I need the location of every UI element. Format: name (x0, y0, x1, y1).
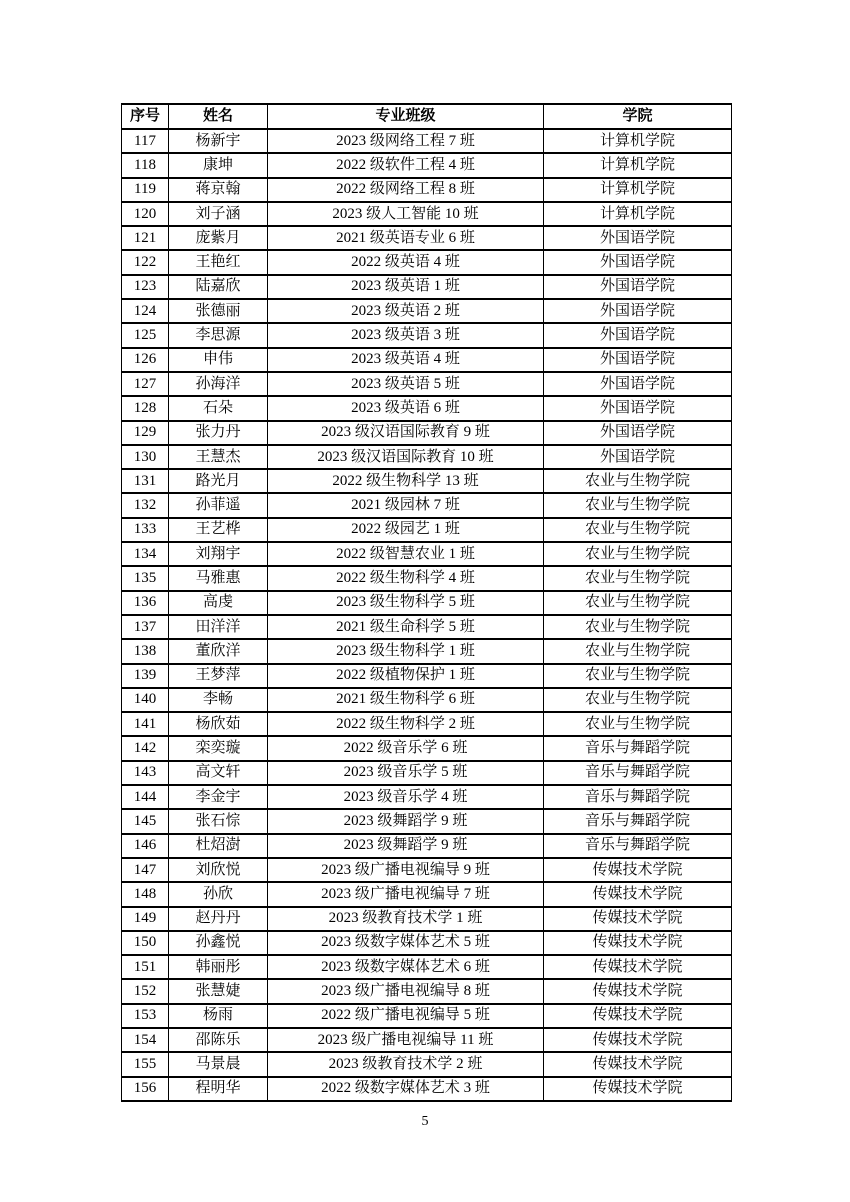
cell-name: 高虔 (169, 591, 268, 615)
cell-class: 2022 级生物科学 2 班 (268, 712, 544, 736)
cell-class: 2022 级数字媒体艺术 3 班 (268, 1077, 544, 1101)
cell-name: 刘子涵 (169, 202, 268, 226)
cell-class: 2023 级数字媒体艺术 5 班 (268, 931, 544, 955)
cell-college: 外国语学院 (544, 250, 732, 274)
table-row (122, 809, 732, 833)
table-row (122, 178, 732, 202)
cell-name: 刘翔宇 (169, 542, 268, 566)
table-row (122, 736, 732, 760)
table-row (122, 299, 732, 323)
cell-college: 传媒技术学院 (544, 1052, 732, 1076)
column-header-name: 姓名 (169, 104, 268, 129)
cell-college: 农业与生物学院 (544, 566, 732, 590)
cell-seq: 118 (122, 153, 169, 177)
cell-name: 孙鑫悦 (169, 931, 268, 955)
cell-seq: 146 (122, 834, 169, 858)
cell-name: 路光月 (169, 469, 268, 493)
cell-college: 计算机学院 (544, 153, 732, 177)
cell-name: 刘欣悦 (169, 858, 268, 882)
cell-class: 2022 级植物保护 1 班 (268, 664, 544, 688)
cell-college: 传媒技术学院 (544, 979, 732, 1003)
cell-name: 李畅 (169, 688, 268, 712)
cell-seq: 153 (122, 1004, 169, 1028)
cell-college: 农业与生物学院 (544, 542, 732, 566)
cell-seq: 129 (122, 421, 169, 445)
cell-name: 孙海洋 (169, 372, 268, 396)
cell-seq: 149 (122, 907, 169, 931)
cell-class: 2023 级舞蹈学 9 班 (268, 834, 544, 858)
table-row (122, 664, 732, 688)
table-row (122, 688, 732, 712)
cell-college: 计算机学院 (544, 129, 732, 153)
cell-name: 栾奕璇 (169, 736, 268, 760)
cell-seq: 143 (122, 761, 169, 785)
cell-seq: 147 (122, 858, 169, 882)
table-row (122, 518, 732, 542)
table-row (122, 202, 732, 226)
table-row (122, 591, 732, 615)
cell-name: 蒋京翰 (169, 178, 268, 202)
table-row (122, 372, 732, 396)
cell-name: 邵陈乐 (169, 1028, 268, 1052)
cell-college: 传媒技术学院 (544, 858, 732, 882)
cell-class: 2022 级园艺 1 班 (268, 518, 544, 542)
cell-class: 2021 级生物科学 6 班 (268, 688, 544, 712)
cell-class: 2023 级生物科学 5 班 (268, 591, 544, 615)
cell-class: 2023 级广播电视编导 9 班 (268, 858, 544, 882)
cell-class: 2023 级网络工程 7 班 (268, 129, 544, 153)
cell-class: 2023 级汉语国际教育 9 班 (268, 421, 544, 445)
cell-seq: 120 (122, 202, 169, 226)
cell-seq: 144 (122, 785, 169, 809)
cell-seq: 126 (122, 348, 169, 372)
cell-name: 孙菲遥 (169, 493, 268, 517)
cell-name: 王艳红 (169, 250, 268, 274)
cell-seq: 121 (122, 226, 169, 250)
cell-college: 农业与生物学院 (544, 518, 732, 542)
cell-seq: 130 (122, 445, 169, 469)
table-row (122, 275, 732, 299)
table-row (122, 931, 732, 955)
cell-class: 2022 级生物科学 4 班 (268, 566, 544, 590)
cell-name: 杜炤澍 (169, 834, 268, 858)
cell-seq: 134 (122, 542, 169, 566)
column-header-seq: 序号 (122, 104, 169, 129)
column-header-class: 专业班级 (268, 104, 544, 129)
cell-seq: 148 (122, 882, 169, 906)
table-row (122, 1004, 732, 1028)
cell-college: 外国语学院 (544, 275, 732, 299)
cell-college: 音乐与舞蹈学院 (544, 761, 732, 785)
cell-name: 韩丽彤 (169, 955, 268, 979)
table-row (122, 712, 732, 736)
cell-name: 张德丽 (169, 299, 268, 323)
cell-college: 外国语学院 (544, 299, 732, 323)
table-row (122, 348, 732, 372)
cell-college: 农业与生物学院 (544, 615, 732, 639)
cell-name: 马景晨 (169, 1052, 268, 1076)
cell-class: 2022 级音乐学 6 班 (268, 736, 544, 760)
table-row (122, 493, 732, 517)
table-row (122, 396, 732, 420)
cell-seq: 124 (122, 299, 169, 323)
cell-name: 孙欣 (169, 882, 268, 906)
cell-class: 2023 级英语 4 班 (268, 348, 544, 372)
cell-seq: 155 (122, 1052, 169, 1076)
cell-name: 石朵 (169, 396, 268, 420)
cell-college: 外国语学院 (544, 445, 732, 469)
cell-class: 2021 级生命科学 5 班 (268, 615, 544, 639)
cell-name: 张石悰 (169, 809, 268, 833)
table-row (122, 979, 732, 1003)
cell-college: 音乐与舞蹈学院 (544, 785, 732, 809)
cell-seq: 133 (122, 518, 169, 542)
cell-seq: 117 (122, 129, 169, 153)
cell-class: 2023 级英语 5 班 (268, 372, 544, 396)
cell-class: 2022 级英语 4 班 (268, 250, 544, 274)
cell-name: 杨欣茹 (169, 712, 268, 736)
cell-college: 传媒技术学院 (544, 931, 732, 955)
cell-college: 农业与生物学院 (544, 664, 732, 688)
cell-college: 农业与生物学院 (544, 639, 732, 663)
table-row (122, 153, 732, 177)
cell-college: 传媒技术学院 (544, 907, 732, 931)
cell-seq: 154 (122, 1028, 169, 1052)
table-row (122, 1077, 732, 1101)
cell-name: 王艺桦 (169, 518, 268, 542)
cell-college: 农业与生物学院 (544, 712, 732, 736)
cell-college: 传媒技术学院 (544, 955, 732, 979)
cell-name: 申伟 (169, 348, 268, 372)
table-row (122, 250, 732, 274)
cell-college: 外国语学院 (544, 226, 732, 250)
table-body (122, 129, 732, 1101)
cell-name: 王梦萍 (169, 664, 268, 688)
cell-name: 程明华 (169, 1077, 268, 1101)
cell-name: 张力丹 (169, 421, 268, 445)
cell-class: 2021 级英语专业 6 班 (268, 226, 544, 250)
cell-college: 传媒技术学院 (544, 882, 732, 906)
student-roster-table (121, 103, 732, 1102)
cell-name: 陆嘉欣 (169, 275, 268, 299)
table-row (122, 834, 732, 858)
column-header-college: 学院 (544, 104, 732, 129)
table-row (122, 469, 732, 493)
table-row (122, 323, 732, 347)
page-number: 5 (421, 1114, 429, 1129)
cell-college: 外国语学院 (544, 396, 732, 420)
cell-name: 马雅惠 (169, 566, 268, 590)
cell-class: 2023 级英语 1 班 (268, 275, 544, 299)
cell-seq: 127 (122, 372, 169, 396)
table-row (122, 421, 732, 445)
cell-class: 2023 级生物科学 1 班 (268, 639, 544, 663)
table-row (122, 761, 732, 785)
table-row (122, 226, 732, 250)
cell-seq: 145 (122, 809, 169, 833)
cell-name: 杨雨 (169, 1004, 268, 1028)
cell-class: 2023 级英语 2 班 (268, 299, 544, 323)
table-row (122, 1028, 732, 1052)
table-row (122, 129, 732, 153)
cell-class: 2023 级音乐学 5 班 (268, 761, 544, 785)
table-row (122, 858, 732, 882)
cell-seq: 137 (122, 615, 169, 639)
cell-class: 2022 级广播电视编导 5 班 (268, 1004, 544, 1028)
cell-name: 张慧婕 (169, 979, 268, 1003)
table-header-row (122, 104, 732, 129)
cell-seq: 139 (122, 664, 169, 688)
cell-seq: 136 (122, 591, 169, 615)
table-row (122, 639, 732, 663)
cell-seq: 135 (122, 566, 169, 590)
cell-class: 2021 级园林 7 班 (268, 493, 544, 517)
cell-name: 杨新宇 (169, 129, 268, 153)
table-row (122, 1052, 732, 1076)
cell-seq: 151 (122, 955, 169, 979)
table-row (122, 542, 732, 566)
cell-college: 外国语学院 (544, 348, 732, 372)
cell-seq: 152 (122, 979, 169, 1003)
cell-name: 董欣洋 (169, 639, 268, 663)
cell-name: 康坤 (169, 153, 268, 177)
cell-name: 田洋洋 (169, 615, 268, 639)
cell-college: 外国语学院 (544, 421, 732, 445)
cell-college: 音乐与舞蹈学院 (544, 736, 732, 760)
cell-class: 2023 级汉语国际教育 10 班 (268, 445, 544, 469)
cell-college: 传媒技术学院 (544, 1004, 732, 1028)
cell-college: 传媒技术学院 (544, 1028, 732, 1052)
cell-class: 2023 级舞蹈学 9 班 (268, 809, 544, 833)
cell-name: 李思源 (169, 323, 268, 347)
cell-class: 2022 级智慧农业 1 班 (268, 542, 544, 566)
cell-class: 2022 级网络工程 8 班 (268, 178, 544, 202)
table-row (122, 882, 732, 906)
table-row (122, 615, 732, 639)
cell-class: 2023 级数字媒体艺术 6 班 (268, 955, 544, 979)
cell-name: 赵丹丹 (169, 907, 268, 931)
cell-seq: 128 (122, 396, 169, 420)
table-row (122, 785, 732, 809)
cell-college: 外国语学院 (544, 323, 732, 347)
cell-college: 传媒技术学院 (544, 1077, 732, 1101)
cell-class: 2022 级生物科学 13 班 (268, 469, 544, 493)
cell-name: 高文轩 (169, 761, 268, 785)
cell-seq: 150 (122, 931, 169, 955)
cell-seq: 131 (122, 469, 169, 493)
table-row (122, 955, 732, 979)
cell-college: 计算机学院 (544, 178, 732, 202)
cell-college: 农业与生物学院 (544, 469, 732, 493)
cell-class: 2023 级广播电视编导 11 班 (268, 1028, 544, 1052)
table-row (122, 907, 732, 931)
cell-seq: 123 (122, 275, 169, 299)
cell-class: 2023 级英语 3 班 (268, 323, 544, 347)
cell-seq: 138 (122, 639, 169, 663)
table-row (122, 445, 732, 469)
cell-class: 2023 级广播电视编导 8 班 (268, 979, 544, 1003)
cell-class: 2023 级广播电视编导 7 班 (268, 882, 544, 906)
cell-name: 庞紫月 (169, 226, 268, 250)
cell-college: 音乐与舞蹈学院 (544, 809, 732, 833)
cell-name: 李金宇 (169, 785, 268, 809)
cell-seq: 156 (122, 1077, 169, 1101)
cell-seq: 132 (122, 493, 169, 517)
cell-seq: 142 (122, 736, 169, 760)
cell-class: 2023 级英语 6 班 (268, 396, 544, 420)
cell-class: 2023 级人工智能 10 班 (268, 202, 544, 226)
cell-college: 农业与生物学院 (544, 591, 732, 615)
cell-college: 农业与生物学院 (544, 493, 732, 517)
cell-college: 音乐与舞蹈学院 (544, 834, 732, 858)
cell-class: 2022 级软件工程 4 班 (268, 153, 544, 177)
cell-seq: 140 (122, 688, 169, 712)
cell-seq: 125 (122, 323, 169, 347)
cell-class: 2023 级教育技术学 2 班 (268, 1052, 544, 1076)
cell-seq: 122 (122, 250, 169, 274)
cell-name: 王慧杰 (169, 445, 268, 469)
cell-college: 计算机学院 (544, 202, 732, 226)
cell-seq: 119 (122, 178, 169, 202)
cell-class: 2023 级教育技术学 1 班 (268, 907, 544, 931)
cell-college: 外国语学院 (544, 372, 732, 396)
cell-college: 农业与生物学院 (544, 688, 732, 712)
cell-seq: 141 (122, 712, 169, 736)
cell-class: 2023 级音乐学 4 班 (268, 785, 544, 809)
table-row (122, 566, 732, 590)
